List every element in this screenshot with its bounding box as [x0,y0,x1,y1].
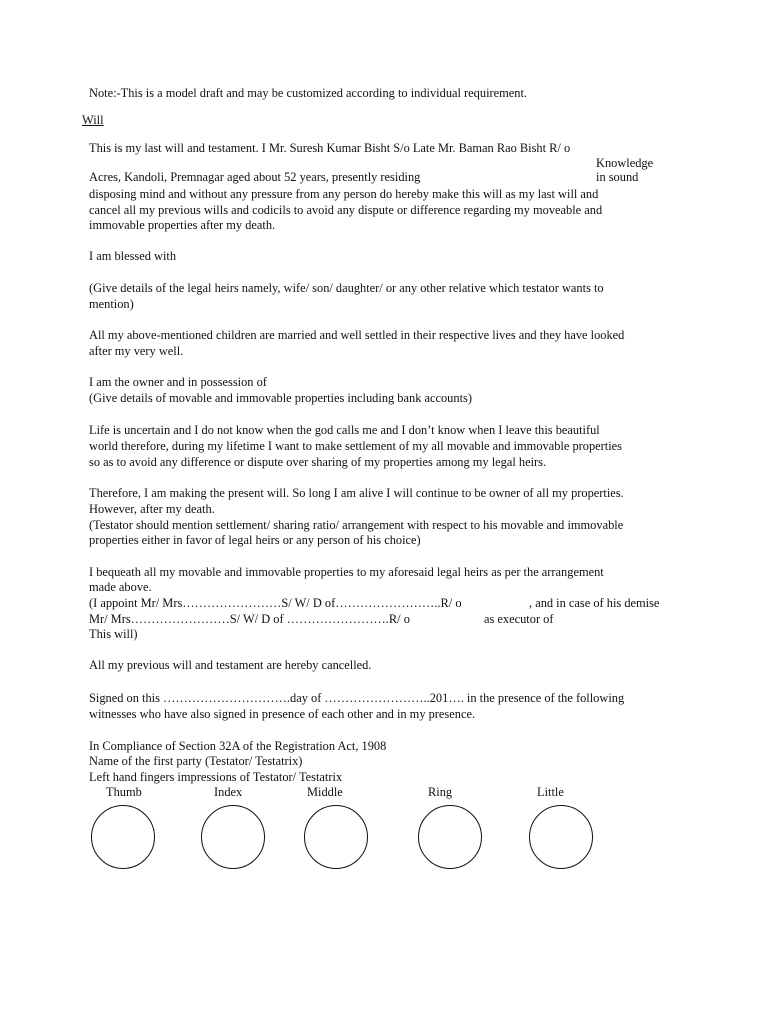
little-impression-circle [529,805,593,869]
finger-label-thumb: Thumb [106,785,142,799]
owner-line1: I am the owner and in possession of [89,375,267,389]
note-line: Note:-This is a model draft and may be customized according to individual requirement. [89,86,528,100]
para1-line3: disposing mind and without any pressure from any person do hereby make this will as my last will and [89,187,599,201]
bequeath-line3b: , and in case of his demise [529,596,660,610]
para1-line2: Acres, Kandoli, Premnagar aged about 52 years, presently residing [89,170,421,184]
heirs-line1: (Give details of the legal heirs namely, wife/ son/ daughter/ or any other relative which testator wants to [89,281,604,295]
para1-line5: immovable properties after my death. [89,218,276,232]
bequeath-line4b: as executor of [484,612,554,626]
index-impression-circle [201,805,265,869]
bequeath-line5: This will) [89,627,138,641]
para1-line4: cancel all my previous wills and codicils to avoid any dispute or difference regarding my moveable and [89,203,603,217]
signed-line2: witnesses who have also signed in presence of each other and in my presence. [89,707,476,721]
finger-label-index: Index [214,785,243,799]
compliance-line3: Left hand fingers impressions of Testator/ Testatrix [89,770,343,784]
life-line3: so as to avoid any difference or dispute over sharing of my properties among my legal heirs. [89,455,547,469]
heirs-line2: mention) [89,297,134,311]
therefore-line1: Therefore, I am making the present will. So long I am alive I will continue to be owner of all my properties. [89,486,624,500]
cancelled-line: All my previous will and testament are hereby cancelled. [89,658,372,672]
bequeath-line3a: (I appoint Mr/ Mrs……………………S/ W/ D of……………………..R/ o [89,596,462,610]
finger-label-middle: Middle [307,785,343,799]
children-line1: All my above-mentioned children are married and well settled in their respective lives and they have looked [89,328,625,342]
bequeath-line4a: Mr/ Mrs……………………S/ W/ D of …………………….R/ o [89,612,410,626]
compliance-line2: Name of the first party (Testator/ Testatrix) [89,754,303,768]
thumb-impression-circle [91,805,155,869]
finger-label-ring: Ring [428,785,453,799]
para1-right1: Knowledge [596,156,654,170]
bequeath-line1: I bequeath all my movable and immovable properties to my aforesaid legal heirs as per the arrangement [89,565,604,579]
compliance-line1: In Compliance of Section 32A of the Registration Act, 1908 [89,739,387,753]
signed-line1: Signed on this ………………………….day of ……………………..201…. in the presence of the following [89,691,625,705]
life-line1: Life is uncertain and I do not know when the god calls me and I don’t know when I leave this beautiful [89,423,600,437]
ring-impression-circle [418,805,482,869]
life-line2: world therefore, during my lifetime I want to make settlement of my all movable and immovable properties [89,439,622,453]
therefore-line2: However, after my death. [89,502,215,516]
heading-will: Will [82,113,104,127]
therefore-line4: properties either in favor of legal heirs or any person of his choice) [89,533,421,547]
blessed-line: I am blessed with [89,249,177,263]
finger-label-little: Little [537,785,564,799]
bequeath-line2: made above. [89,580,152,594]
para1-line1: This is my last will and testament. I Mr. Suresh Kumar Bisht S/o Late Mr. Baman Rao Bisht R/ o [89,141,571,155]
middle-impression-circle [304,805,368,869]
para1-right2: in sound [596,170,639,184]
children-line2: after my very well. [89,344,184,358]
owner-line2: (Give details of movable and immovable properties including bank accounts) [89,391,472,405]
therefore-line3: (Testator should mention settlement/ sharing ratio/ arrangement with respect to his movable and immovable [89,518,624,532]
